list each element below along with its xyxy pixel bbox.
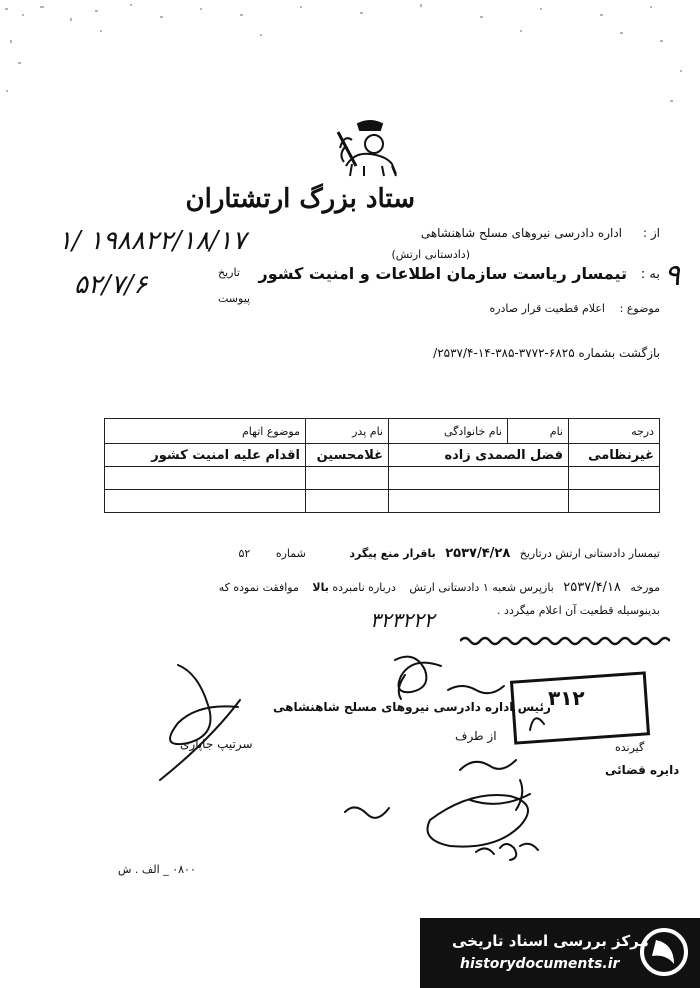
cell-rank: غیرنظامی — [569, 444, 660, 467]
to-label: به : — [640, 267, 660, 282]
judicial-department: دایره قضائی — [605, 763, 680, 777]
footer-code: ۰۸۰۰ _ الف . ش — [118, 863, 196, 876]
line1-text-b: باقرار منع پیگرد — [349, 547, 436, 560]
line2-text-a: مورخه — [630, 581, 660, 594]
subject-label: موضوع : — [619, 302, 660, 315]
archive-logo-icon — [636, 922, 692, 982]
col-father-name-header: نام پدر — [306, 419, 389, 444]
reference-number: بازگشت بشماره ۶۸۲۵-۳۷۷۲-۳۸۵-۱۴-۲۵۳۷/۴/ — [433, 346, 660, 360]
col-charge-header: موضوع اتهام — [105, 419, 306, 444]
cell-empty — [105, 467, 306, 490]
lion-and-sun-emblem — [330, 118, 410, 180]
body-line-3: بدینوسیله قطعیت آن اعلام میگردد . — [497, 604, 660, 617]
table-row — [105, 490, 660, 513]
cell-empty — [569, 467, 660, 490]
signatory-name: سرتیپ جاپاری — [180, 737, 253, 751]
cell-full-name: فضل الصمدی زاده — [389, 444, 569, 467]
table-row — [105, 444, 660, 467]
date-label: تاریخ — [218, 266, 240, 279]
cell-empty — [389, 490, 569, 513]
body-line-2 — [219, 580, 660, 595]
organization-title: ستاد بزرگ ارتشتاران — [185, 184, 415, 214]
cell-empty — [389, 467, 569, 490]
stamp-number: ۳۱۲ — [548, 686, 585, 710]
body-line-1 — [238, 546, 660, 561]
defendant-table — [104, 418, 660, 513]
line1-text-a: تیمسار دادستانی ارتش درتاریخ — [519, 547, 660, 560]
table-header-row — [105, 419, 660, 444]
cell-empty — [306, 490, 389, 513]
attachment-label: پیوست — [218, 292, 251, 305]
cell-father-name: غلامحسین — [306, 444, 389, 467]
handwritten-date: ۵۲/۷/۶ — [74, 270, 148, 300]
col-rank-header: درجه — [569, 419, 660, 444]
line1-number: ۵۲ — [238, 547, 251, 560]
page-number: ۹ — [664, 258, 681, 293]
to-value: تیمسار ریاست سازمان اطلاعات و امنیت کشور — [258, 264, 627, 283]
col-last-name-header: نام خانوادگی — [389, 419, 508, 444]
col-first-name-header: نام — [508, 419, 569, 444]
receiver-label: گیرنده — [615, 741, 645, 754]
handwritten-mark: ۳۲۳۲۲۲ — [370, 608, 435, 632]
line2-text-e: موافقت نموده که — [218, 581, 299, 594]
cell-empty — [105, 490, 306, 513]
line1-number-label: شماره — [275, 547, 306, 560]
line2-text-b: بازپرس شعبه ۱ دادستانی ارتش — [409, 581, 554, 594]
subject-value: اعلام قطعیت قرار صادره — [489, 302, 605, 315]
on-behalf-of: از طرف — [455, 729, 497, 743]
from-subtitle: (دادستانی ارتش) — [391, 248, 470, 261]
handwritten-number: ۱/ ۱۹۸۸۲۲/۱۸/۱۷ — [58, 226, 247, 256]
line1-date: ۲۵۳۷/۴/۲۸ — [445, 546, 511, 561]
line2-text-d: بالا — [312, 581, 329, 594]
scan-noise — [0, 0, 700, 120]
line2-date: ۲۵۳۷/۴/۱۸ — [563, 580, 621, 595]
signatory-title: رئیس اداره دادرسی نیروهای مسلح شاهنشاهی — [273, 700, 551, 714]
wavy-underline — [460, 634, 670, 648]
line2-text-c: درباره نامبرده — [332, 581, 396, 594]
table-row — [105, 467, 660, 490]
from-value: اداره دادرسی نیروهای مسلح شاهنشاهی — [420, 226, 622, 240]
from-label: از : — [643, 226, 660, 240]
cell-empty — [306, 467, 389, 490]
cell-empty — [569, 490, 660, 513]
watermark-title: مرکز بررسی اسناد تاریخی — [452, 932, 649, 950]
watermark-url: historydocuments.ir — [460, 956, 620, 972]
cell-charge: اقدام علیه امنیت کشور — [105, 444, 306, 467]
